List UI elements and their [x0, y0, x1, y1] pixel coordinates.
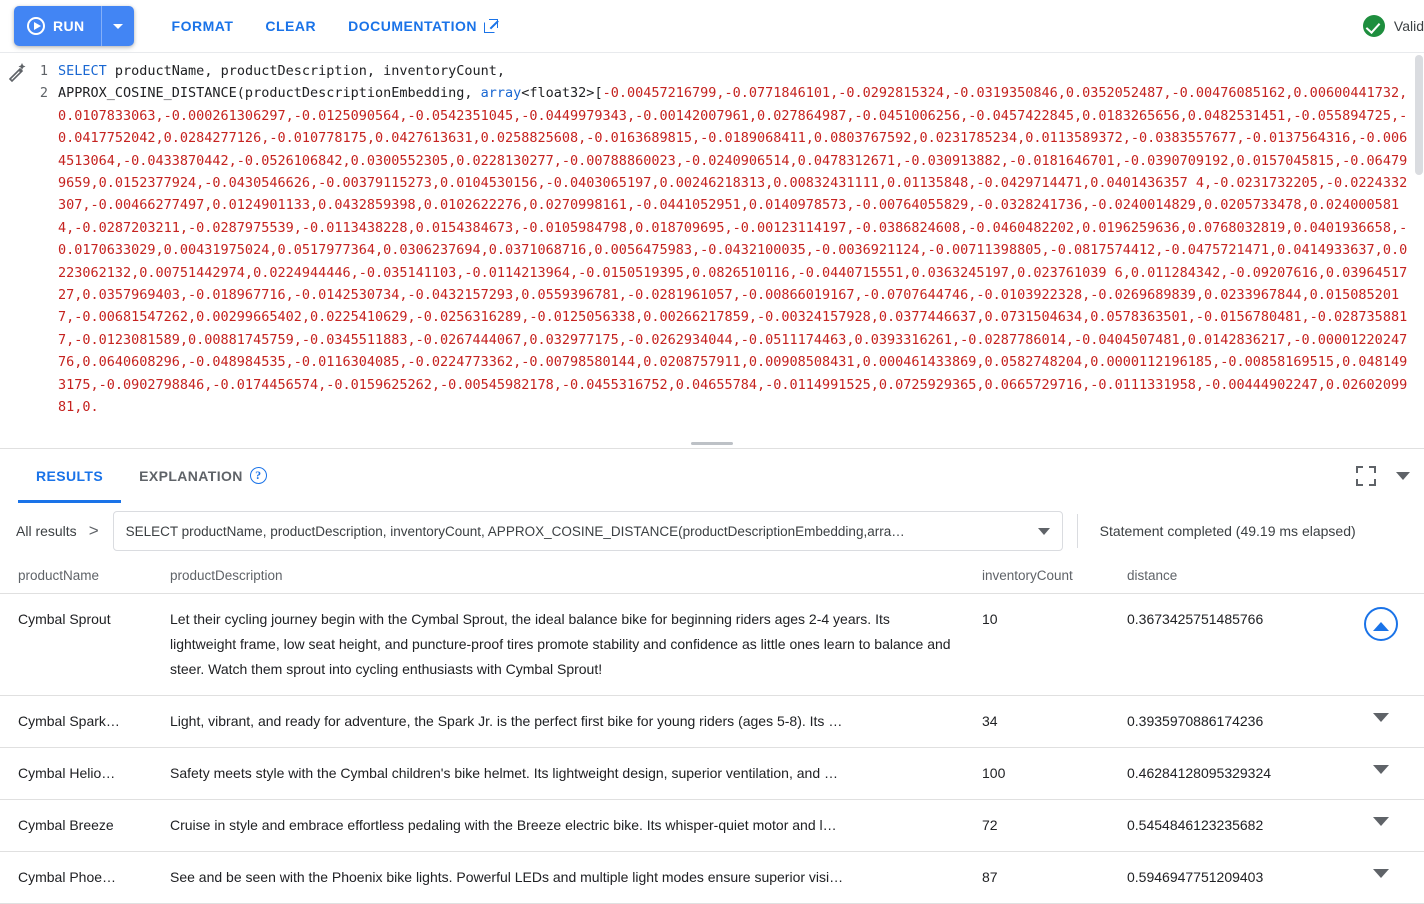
table-row[interactable]: [0, 594, 1424, 696]
chevron-up-icon: [1373, 622, 1389, 631]
run-button-group[interactable]: [14, 6, 134, 46]
cell-productDescription: Light, vibrant, and ready for adventure, the Spark Jr. is the perfect first bike for young riders (ages 5-8). Its …: [152, 696, 964, 748]
column-header-productDescription[interactable]: productDescription: [152, 560, 964, 594]
clear-button[interactable]: [249, 8, 332, 44]
run-options-dropdown[interactable]: [102, 6, 134, 46]
row-expand-icon[interactable]: [1373, 765, 1389, 774]
statement-dropdown-value: SELECT productName, productDescription, inventoryCount, APPROX_COSINE_DISTANCE(productDescriptionEmbedding,arra…: [125, 523, 905, 539]
column-header-distance[interactable]: distance: [1109, 560, 1329, 594]
editor-toolbar: [0, 0, 1424, 52]
cell-productDescription: See and be seen with the Phoenix bike lights. Powerful LEDs and multiple light modes ensure superior visi…: [152, 852, 964, 904]
query-validity-label: Valid: [1393, 18, 1424, 34]
format-button[interactable]: [156, 8, 250, 44]
tab-explanation[interactable]: [121, 449, 285, 503]
documentation-link[interactable]: [332, 8, 514, 44]
sql-embedding-vector: -0.00457216799,-0.0771846101,-0.0292815324,-0.0319350846,0.0352052487,-0.00476085162,0.00600441732,0.0107833063,-0.000261306297,-0.0125090564,-0.0542351045,-0.0449979343,-0.00142007961,0.027864987,-0.0451006256,-0.0457422845,0.0183265656,0.0482531451,-0.055894725,-0.0417752042,0.0284277126,-0.010778175,0.0427613631,0.0258825608,-0.0163689815,-0.0189068411,0.0803767592,0.0231785234,0.0113589372,-0.0383557677,-0.0137564316,-0.0064513064,-0.0433870442,-0.0526106842,0.0300552305,0.0228130277,-0.00788860023,-0.0240906514,0.0478312671,-0.030913882,-0.0181646701,-0.0390709192,0.0157045815,-0.064799659,0.0152377924,-0.0430546626,-0.00379115273,0.0104530156,-0.0403065197,0.00246218313,0.00832431111,0.01135848,-0.0429714471,0.0401436357 4,-0.0231732205,-0.0224332307,-0.00466277497,0.0124901133,0.0432859398,0.0102622276,0.0270998161,-0.0441052951,0.0140978573,-0.00764055829,-0.0328241736,-0.0240014829,0.0205733478,0.0240005814,-0.0287203211,-0.0287975539,-0.0113438228,0.0154384673,-0.0105984798,0.018709695,-0.00123114197,-0.0386824608,-0.0460482202,0.0196259636,0.0768032819,0.0401936658,-0.0170633029,0.00431975024,0.0517977364,0.0306237694,0.0371068716,0.0056475983,-0.0432100035,-0.0036921124,-0.00711398805,-0.0817574412,-0.0475721471,0.0414933637,0.0223062132,0.00751442974,0.0224944446,-0.035141103,-0.0114213964,-0.0150519395,0.0826510116,-0.0440715551,0.0363245197,0.023761039 6,0.011284342,-0.09207616,0.0396451727,0.0357969403,-0.018967716,-0.0142530734,-0.0432157293,0.0559396781,-0.0281961057,-0.00866019167,-0.0707644746,-0.0103922328,-0.0269689839,0.0233967844,0.0150852017,-0.00681547262,0.00299665402,0.0225410629,-0.0256316289,-0.0125056338,0.00266217859,-0.00324157928,0.0377446637,0.0731504634,0.0578363501,-0.0156780481,-0.0287358817,-0.0123081589,0.00881745759,-0.0345511883,-0.0267444067,0.032977175,-0.0262934044,-0.0511174463,0.0393316261,-0.0287786014,-0.0404507481,0.0142836217,-0.0000122024776,0.0640608296,-0.048984535,-0.0116304085,-0.0224773362,-0.00798580144,0.0208757911,0.00908508431,0.000461433869,0.0582748204,0.0000112196185,-0.00858169515,0.0481493175,-0.0902798846,-0.0174456574,-0.0159625262,-0.00545982178,-0.0455316752,0.04655784,-0.0114991525,0.0725929365,0.0665729716,-0.0111331958,-0.00444902247,0.0260209981,0.: [58, 85, 1408, 416]
cell-distance: 0.3935970886174236: [1109, 696, 1329, 748]
sql-code-text[interactable]: [58, 60, 1424, 419]
tab-results-label: RESULTS: [36, 467, 104, 484]
all-results-button[interactable]: [16, 521, 99, 541]
play-icon: [27, 17, 45, 35]
column-header-expand: [1329, 560, 1424, 594]
magic-wand-icon[interactable]: [6, 61, 28, 83]
table-row[interactable]: [0, 852, 1424, 904]
sql-function-call: APPROX_COSINE_DISTANCE(productDescriptionEmbedding,: [58, 85, 481, 102]
cell-expand[interactable]: [1329, 800, 1424, 852]
code-area[interactable]: [0, 53, 1424, 419]
column-header-productName[interactable]: productName: [0, 560, 152, 594]
sql-keyword-select: SELECT: [58, 63, 107, 79]
row-expand-icon[interactable]: [1373, 869, 1389, 878]
run-button[interactable]: [14, 6, 102, 46]
line-number-gutter: [0, 60, 58, 419]
cell-inventoryCount: 87: [964, 852, 1109, 904]
cell-productName: Cymbal Sprout: [0, 594, 152, 696]
table-row[interactable]: [0, 748, 1424, 800]
line-number: 2: [39, 85, 48, 102]
cell-expand[interactable]: [1329, 594, 1424, 696]
cell-inventoryCount: 10: [964, 594, 1109, 696]
chevron-down-icon: [113, 24, 123, 29]
sql-bracket-open: [: [594, 85, 603, 102]
sql-array-type: <float32>: [521, 85, 595, 102]
column-header-inventoryCount[interactable]: inventoryCount: [964, 560, 1109, 594]
editor-resize-handle[interactable]: [0, 438, 1424, 448]
cell-inventoryCount: 100: [964, 748, 1109, 800]
row-expand-icon[interactable]: [1373, 817, 1389, 826]
results-panel-actions: [1356, 466, 1410, 486]
tab-explanation-label: EXPLANATION: [139, 467, 243, 484]
statement-selector-bar: [0, 502, 1424, 560]
cell-productName: Cymbal Spark…: [0, 696, 152, 748]
run-button-label: RUN: [53, 18, 85, 34]
cell-productName: Cymbal Phoe…: [0, 852, 152, 904]
collapse-panel-icon[interactable]: [1396, 472, 1410, 480]
results-tabbar: [0, 448, 1424, 502]
row-collapse-button[interactable]: [1364, 607, 1398, 641]
sql-editor[interactable]: [0, 52, 1424, 448]
cell-expand[interactable]: [1329, 748, 1424, 800]
table-header-row: [0, 560, 1424, 594]
chevron-right-icon: >: [88, 521, 99, 540]
statement-status-label: Statement completed (49.19 ms elapsed): [1099, 523, 1356, 539]
help-icon[interactable]: ?: [250, 467, 267, 484]
editor-vertical-scrollbar[interactable]: [1415, 55, 1423, 175]
cell-expand[interactable]: [1329, 696, 1424, 748]
cell-distance: 0.5454846123235682: [1109, 800, 1329, 852]
format-button-label: FORMAT: [171, 18, 234, 34]
table-row[interactable]: [0, 800, 1424, 852]
cell-inventoryCount: 72: [964, 800, 1109, 852]
cell-productName: Cymbal Helio…: [0, 748, 152, 800]
clear-button-label: CLEAR: [265, 18, 317, 34]
cell-productDescription: Cruise in style and embrace effortless pedaling with the Breeze electric bike. Its whisper-quiet motor and l…: [152, 800, 964, 852]
table-row[interactable]: [0, 696, 1424, 748]
tab-results[interactable]: [18, 449, 121, 503]
fullscreen-icon[interactable]: [1356, 466, 1376, 486]
cell-distance: 0.46284128095329324: [1109, 748, 1329, 800]
row-expand-icon[interactable]: [1373, 713, 1389, 722]
cell-productDescription: Let their cycling journey begin with the Cymbal Sprout, the ideal balance bike for beginning riders ages 2-4 years. Its lightweight frame, low seat height, and puncture-proof tires promote stability and confidence as little ones learn to balance and steer. Watch them sprout into cycling enthusiasts with Cymbal Sprout!: [152, 594, 964, 696]
results-table: [0, 560, 1424, 904]
chevron-down-icon: [1038, 528, 1050, 535]
statement-dropdown[interactable]: [113, 511, 1063, 551]
cell-productDescription: Safety meets style with the Cymbal children's bike helmet. Its lightweight design, superior ventilation, and …: [152, 748, 964, 800]
documentation-link-label: DOCUMENTATION: [348, 18, 477, 34]
cell-distance: 0.3673425751485766: [1109, 594, 1329, 696]
external-link-icon: [484, 19, 498, 33]
all-results-label: All results: [16, 523, 77, 539]
sql-select-columns: productName, productDescription, inventoryCount,: [106, 63, 506, 79]
check-circle-icon: [1363, 15, 1385, 37]
cell-productName: Cymbal Breeze: [0, 800, 152, 852]
cell-distance: 0.5946947751209403: [1109, 852, 1329, 904]
resize-grip-icon: [691, 442, 733, 445]
line-number: 1: [39, 63, 48, 79]
statement-status: [1077, 514, 1356, 548]
sql-keyword-array: array: [480, 85, 522, 102]
cell-inventoryCount: 34: [964, 696, 1109, 748]
query-validity-status: [1363, 15, 1424, 37]
cell-expand[interactable]: [1329, 852, 1424, 904]
